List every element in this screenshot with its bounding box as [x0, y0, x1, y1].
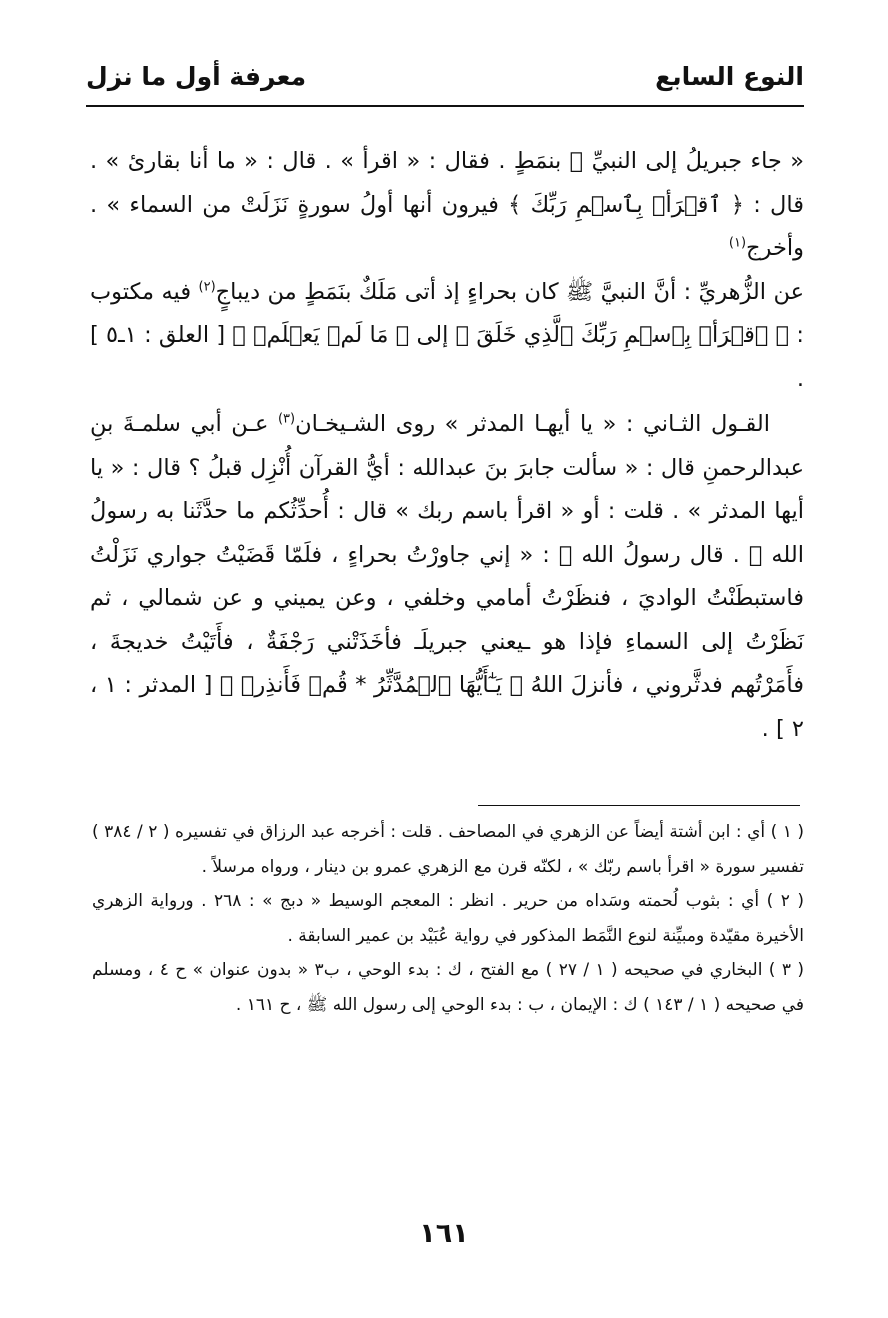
footnote-1: ( ١ ) أي : ابن أشتة أيضاً عن الزهري في المصاحف . قلت : أخرجه عبد الرزاق في تفسيره ( ٢ / ٣٨٤ ) تفسير سورة « اقرأ باسم ربّك » ، لكنّه قرن مع الزهري عمرو بن دينار ، ورواه مرسلاً . — [92, 822, 804, 877]
footnote-ref-1[interactable]: (١) — [728, 235, 747, 251]
footnote-divider — [478, 805, 800, 806]
paragraph-2 — [90, 271, 804, 402]
paragraph-3 — [90, 403, 804, 751]
chapter-title: النوع السابع — [655, 62, 804, 91]
footnote-ref-2[interactable]: (٢) — [198, 279, 216, 294]
paragraph-3-text-b: عـن أبي سلمـةَ بنِ عبدالرحمنِ قال : « سألت جابرَ بنَ عبدالله : أيُّ القرآن أُنْزِل قبلُ ؟ قال : « يا أيها المدثر » . قلت : أو « اقرأ باسم ربك » قال : أُحدِّثُكم ما حدَّثَنا به رسولُ الله ﷺ . قال رسولُ الله ﷺ : « إني جاورْتُ بحراءٍ ، فلَمّا قَضَيْتُ جواري نَزَلْتُ فاستبطَنْتُ الواديَ ، فنظَرْتُ أمامي وخلفي ، وعن يميني و عن شمالي ، ثم نَظَرْتُ إلى السماءِ فإذا هو ـيعني جبريلَـ فأخَذَتْني رَجْفَةٌ ، فأَتَيْتُ خديجةَ ، فأَمَرْتُهم فدثَّروني ، فأنزلَ اللهُ ﴿ يَـٰٓأَيُّهَا ٱلۡمُدَّثِّرُ * قُمۡ فَأَنذِرۡ ﴾ [ المدثر : ١ ، ٢ ] . — [90, 411, 804, 742]
page-number: ١٦١ — [419, 1218, 469, 1249]
footnote-2: ( ٢ ) أي : بثوب لُحمته وسَداه من حرير . انظر : المعجم الوسيط « دبج » : ٢٦٨ . ورواية الزهري الأخيرة مقيّدة ومبيِّنة لنوع النَّمَط المذكور في رواية عُبَيْد بن عمير السابقة . — [92, 891, 804, 946]
footnote-3: ( ٣ ) البخاري في صحيحه ( ١ / ٢٧ ) مع الفتح ، ك : بدء الوحي ، ب٣ « بدون عنوان » ح ٤ ، ومسلم في صحيحه ( ١ / ١٤٣ ) ك : الإيمان ، ب : بدء الوحي إلى رسول الله ﷺ ، ح ١٦١ . — [92, 960, 804, 1015]
main-text — [90, 140, 804, 751]
paragraph-2-text-a: عن الزُّهريِّ : أنَّ النبيَّ ﷺ كان بحراءٍ إذ أتى مَلَكٌ بنَمَطٍ من ديباجٍ — [215, 278, 804, 305]
paragraph-1 — [90, 140, 804, 271]
footnote-ref-3[interactable]: (٣) — [277, 411, 296, 427]
footnotes — [92, 815, 804, 1022]
section-title: معرفة أول ما نزل — [86, 62, 307, 91]
header-divider — [86, 105, 804, 107]
paragraph-2-text-b: فيه مكتوب : ﴿ ٱقۡرَأۡ بِٱسۡمِ رَبِّكَ ٱلَّذِي خَلَقَ ﴾ إلى ﴿ مَا لَمۡ يَعۡلَمۡ ﴾ [ العلق : ١ـ٥ ] . — [90, 278, 804, 392]
paragraph-3-text-a: القـول الثـاني : « يا أيهـا المدثر » روى الشـيخـان — [295, 411, 771, 437]
paragraph-1-text: « جاء جبريلُ إلى النبيِّ ﷺ بنمَطٍ . فقال : « اقرأ » . قال : « ما أنا بقارئ » . قال : ﴿ ٱقۡرَأۡ بِٱسۡمِ رَبِّكَ ﴾ فيرون أنها أولُ سورةٍ نَزَلَتْ من السماء » . وأخرج — [90, 148, 804, 261]
running-header — [86, 62, 804, 102]
